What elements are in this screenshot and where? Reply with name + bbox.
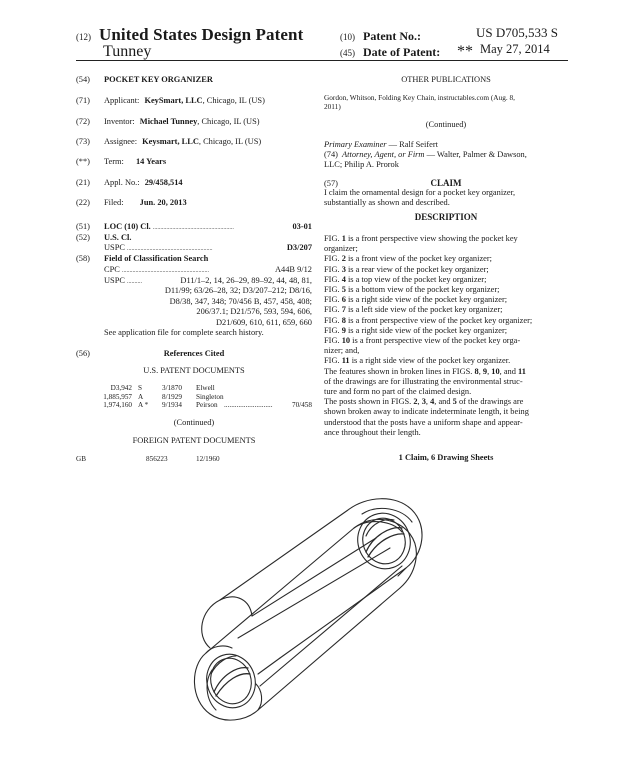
- uspc-search-line: D11/99; 63/26–28, 32; D3/207–212; D8/16,: [164, 286, 312, 296]
- description-line: of the drawings are for illustrating the environmental struc-: [324, 376, 523, 386]
- assignee-location: , Chicago, IL (US): [198, 137, 262, 146]
- description-line: FIG. 7 is a left side view of the pocket key organizer;: [324, 305, 503, 315]
- reference-kind: S: [138, 384, 142, 392]
- header-rule: [76, 60, 568, 61]
- applicant-location: , Chicago, IL (US): [202, 96, 265, 105]
- cpc-leader: ..........................................................: [121, 268, 209, 274]
- description-line: FIG. 4 is a top view of the pocket key organizer;: [324, 274, 487, 284]
- description-line: FIG. 10 is a front perspective view of the pocket key orga-: [324, 336, 521, 345]
- inventor-label: Inventor:: [104, 117, 135, 126]
- attorney-names: LLC; Philip A. Prorok: [324, 160, 399, 169]
- term-label: Term:: [104, 157, 124, 166]
- application-number: 29/458,514: [144, 178, 183, 187]
- foreign-patent-documents-title: FOREIGN PATENT DOCUMENTS: [132, 436, 256, 445]
- description-title: DESCRIPTION: [414, 212, 478, 222]
- description-line: FIG. 2 is a front view of the pocket key organizer;: [324, 254, 492, 264]
- uspc-value: D3/207: [286, 243, 312, 252]
- date-mark: **: [457, 43, 473, 60]
- reference-class: 70/458: [292, 401, 312, 410]
- claim-text-1: I claim the ornamental design for a pocket key organizer,: [324, 188, 516, 197]
- code-72: (72): [76, 117, 90, 126]
- code-54: (54): [76, 75, 90, 84]
- description-line: understood that the posts have a uniform shape and appear-: [324, 417, 523, 427]
- assignee-name: Keysmart, LLC: [142, 137, 199, 146]
- description-line: organizer;: [324, 244, 358, 254]
- claim-text-2: substantially as shown and described.: [324, 198, 450, 207]
- code-57: (57): [324, 179, 338, 188]
- see-application-note: See application file for complete search history.: [104, 328, 264, 337]
- description-line: shown broken away to indicate indeterminate length, it being: [324, 407, 529, 417]
- cpc-label: CPC: [104, 265, 120, 274]
- reference-name: Peirson: [196, 401, 218, 410]
- date-of-patent: May 27, 2014: [480, 42, 550, 56]
- attorney-line: [324, 150, 568, 160]
- reference-leader: ...........................: [224, 401, 273, 410]
- inventor-surname: Tunney: [103, 43, 152, 60]
- other-publication-1: Gordon, Whitson, Folding Key Chain, instructables.com (Aug. 8,: [324, 93, 515, 102]
- uspc-label: USPC: [104, 243, 125, 252]
- other-publications-title: OTHER PUBLICATIONS: [401, 75, 491, 84]
- uspc-search-line: D8/38, 347, 348; 70/456 B, 457, 458, 408;: [169, 296, 312, 306]
- primary-examiner: — Ralf Seifert: [386, 140, 438, 149]
- application-number-label: Appl. No.:: [104, 178, 140, 187]
- date-of-patent-label: Date of Patent:: [363, 45, 441, 59]
- reference-number: 1,885,957: [103, 392, 132, 401]
- us-patent-documents-title: U.S. PATENT DOCUMENTS: [143, 366, 245, 375]
- references-continued: (Continued): [173, 418, 215, 427]
- other-publication-2: 2011): [324, 102, 341, 111]
- reference-date: 3/1870: [162, 384, 182, 392]
- publications-continued: (Continued): [425, 120, 467, 129]
- design-title: POCKET KEY ORGANIZER: [104, 75, 213, 84]
- attorney-firm: — Walter, Palmer & Dawson,: [424, 150, 527, 159]
- uspc-search-leader: ..........: [127, 279, 143, 285]
- assignee-label: Assignee:: [104, 137, 138, 146]
- applicant-name: KeySmart, LLC: [144, 96, 203, 105]
- code-21: (21): [76, 178, 90, 187]
- code-52: (52): [76, 233, 90, 242]
- applicant-label: Applicant:: [104, 96, 140, 105]
- patent-type-title: United States Design Patent: [99, 25, 304, 44]
- description-line: FIG. 6 is a right side view of the pocket key organizer;: [324, 295, 508, 305]
- pocket-key-organizer-drawing: [140, 478, 470, 740]
- reference-kind: A *: [138, 401, 149, 410]
- uspc-search-label: USPC: [104, 276, 125, 285]
- uspc-search-line: 206/37.1; D21/576, 593, 594, 606,: [196, 307, 312, 317]
- code-73: (73): [76, 137, 90, 146]
- description-line: FIG. 5 is a bottom view of the pocket key organizer;: [324, 285, 500, 294]
- patent-header-left: [76, 25, 303, 45]
- inventor-location: , Chicago, IL (US): [197, 117, 260, 126]
- description-line: The features shown in broken lines in FIGS. 8, 9, 10, and 11: [324, 366, 526, 376]
- inventor-name: Michael Tunney: [139, 117, 198, 126]
- attorney-label: Attorney, Agent, or Firm: [342, 150, 425, 159]
- loc-class-leader: ......................................................: [152, 225, 234, 231]
- patent-number-label: Patent No.:: [363, 29, 421, 43]
- loc-class-value: 03-01: [292, 222, 312, 231]
- reference-number: D3,942: [110, 384, 132, 392]
- claims-drawing-sheets: 1 Claim, 6 Drawing Sheets: [398, 453, 494, 462]
- us-class-label: U.S. Cl.: [104, 233, 132, 242]
- reference-name: Elwell: [196, 384, 215, 392]
- references-cited-title: References Cited: [163, 349, 225, 358]
- reference-kind: A: [138, 392, 144, 401]
- reference-date: 9/1934: [162, 401, 182, 410]
- foreign-country: GB: [76, 455, 86, 463]
- lower-plate-outline: [194, 519, 416, 720]
- description-line: FIG. 9 is a right side view of the pocket key organizer;: [324, 325, 508, 335]
- foreign-number: 856223: [146, 455, 168, 463]
- code-51: (51): [76, 222, 90, 231]
- code-10: (10): [340, 32, 355, 42]
- filed-date: Jun. 20, 2013: [139, 198, 187, 207]
- description-line: ture and form no part of the claimed design.: [324, 387, 472, 396]
- uspc-search-line: D21/609, 610, 611, 659, 660: [215, 317, 312, 327]
- code-12: (12): [76, 32, 91, 42]
- date-of-patent-line: [340, 43, 440, 61]
- field-of-search-label: Field of Classification Search: [104, 254, 209, 263]
- cpc-value: A44B 9/12: [275, 265, 312, 274]
- description-line: FIG. 11 is a right side view of the pocket key organizer.: [324, 356, 511, 366]
- primary-examiner-label: Primary Examiner: [324, 140, 387, 149]
- description-line: FIG. 3 is a rear view of the pocket key organizer;: [324, 264, 489, 274]
- filed-label: Filed:: [104, 198, 124, 207]
- code-22: (22): [76, 198, 90, 207]
- code-45: (45): [340, 48, 355, 58]
- loc-class-label: LOC (10) Cl.: [104, 222, 151, 231]
- patent-number: US D705,533 S: [476, 25, 558, 40]
- description-line: FIG. 8 is a front perspective view of the pocket key organizer;: [324, 315, 533, 325]
- code-58: (58): [76, 254, 90, 263]
- description-line: The posts shown in FIGS. 2, 3, 4, and 5 of the drawings are: [324, 397, 524, 407]
- primary-examiner-line: [324, 140, 568, 150]
- code-term: (**): [76, 157, 90, 166]
- description-line: FIG. 1 is a front perspective view showing the pocket key: [324, 234, 518, 243]
- description-line: ance throughout their length.: [324, 427, 421, 437]
- foreign-date: 12/1960: [196, 455, 220, 463]
- claim-title: CLAIM: [430, 178, 462, 188]
- code-71: (71): [76, 96, 90, 105]
- term-value: 14 Years: [135, 157, 167, 166]
- reference-date: 8/1929: [162, 392, 182, 401]
- code-56: (56): [76, 349, 90, 358]
- uspc-leader: .........................................................: [127, 246, 213, 252]
- code-74: (74): [324, 150, 338, 159]
- reference-name: Singleton: [196, 392, 224, 401]
- uspc-search-line: D11/1–2, 14, 26–29, 89–92, 44, 48, 81,: [180, 276, 312, 285]
- description-line: nizer; and,: [324, 346, 360, 356]
- reference-number: 1,974,160: [103, 401, 132, 410]
